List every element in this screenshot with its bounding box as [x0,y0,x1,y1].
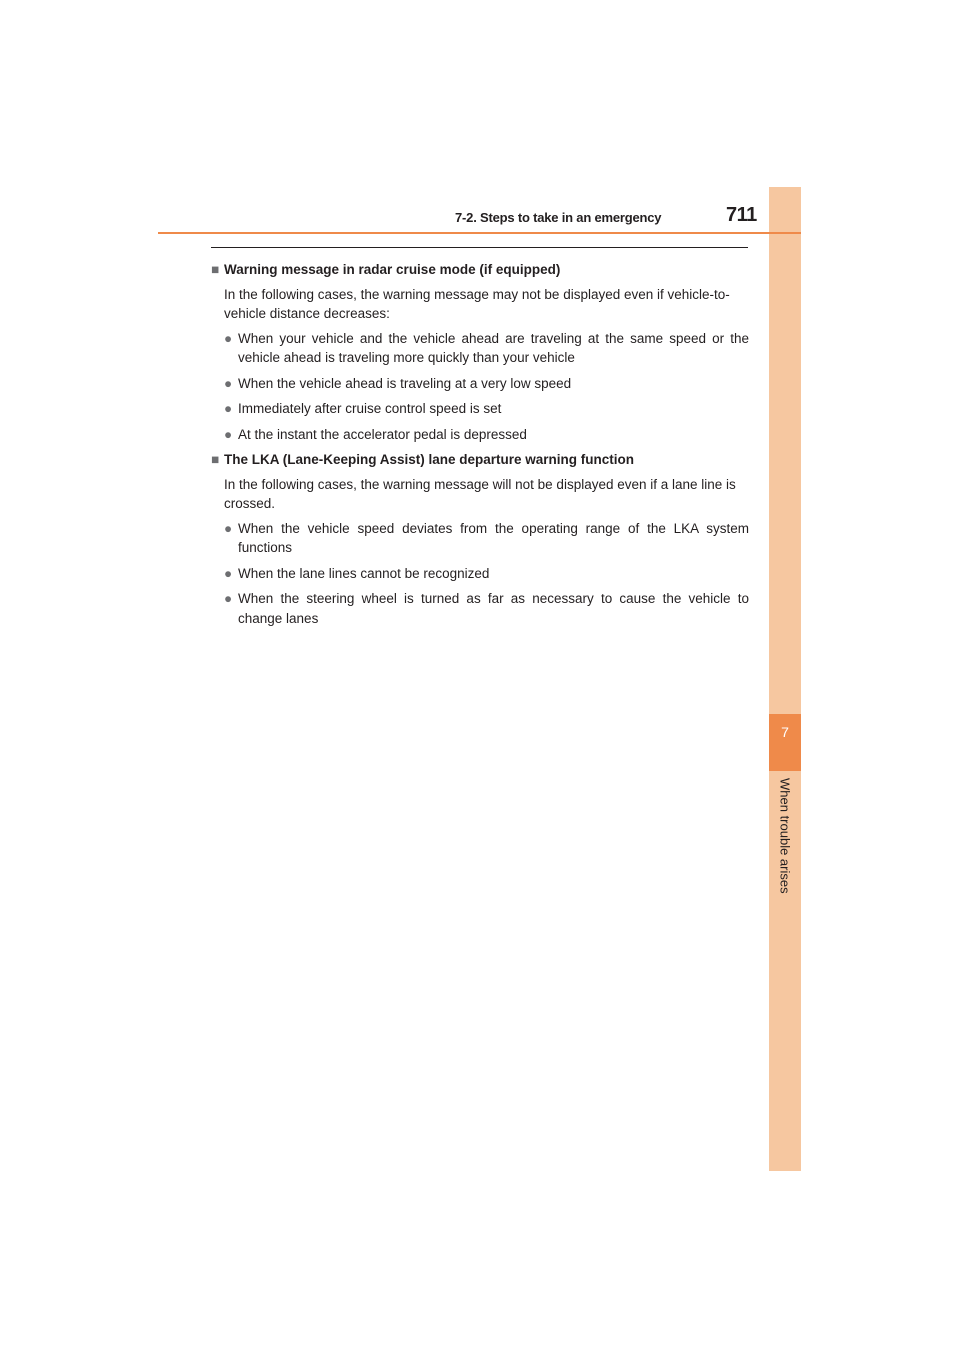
page-number: 711 [726,204,757,226]
section-intro: In the following cases, the warning message may not be displayed even if vehicle-to-vehicle distance decreases: [224,286,730,321]
list-item-text: When the lane lines cannot be recognized [238,565,490,581]
list-item-text: When the vehicle speed deviates from the operating range of the LKA system functions [238,520,749,555]
page-content [211,260,749,634]
list-item-text: At the instant the accelerator pedal is depressed [238,426,527,442]
list-item [224,399,749,419]
list-item [224,374,749,394]
list-item [224,589,749,628]
chapter-title: When trouble arises [777,778,793,894]
list-item [224,425,749,445]
chapter-number: 7 [781,724,789,740]
bullet-dot-icon: ● [224,330,233,346]
list-item [224,519,749,558]
list-item-text: When the steering wheel is turned as far as necessary to cause the vehicle to change lanes [238,591,749,626]
section-heading-text: The LKA (Lane-Keeping Assist) lane departure warning function [224,452,635,467]
list-item [224,329,749,368]
list-item-text: When the vehicle ahead is traveling at a very low speed [238,375,572,391]
list-item-text: When your vehicle and the vehicle ahead are traveling at the same speed or the vehicle ahead is traveling more quickly than your vehicle [238,330,749,365]
content-divider [211,247,748,248]
bullet-dot-icon: ● [224,565,233,581]
bullet-dot-icon: ● [224,375,233,391]
bullet-dot-icon: ● [224,591,233,606]
chapter-tab [769,714,801,771]
list-item-text: Immediately after cruise control speed is set [238,401,502,416]
section-heading [211,260,749,280]
side-tab [769,187,801,1171]
bullet-dot-icon: ● [224,520,233,536]
bullet-dot-icon: ● [224,426,233,442]
header-divider [158,232,801,234]
list-item [224,564,749,584]
square-bullet-icon: ■ [211,262,220,277]
section-heading [211,450,749,470]
square-bullet-icon: ■ [211,452,220,467]
section-title: 7-2. Steps to take in an emergency [455,210,662,225]
section-heading-text: Warning message in radar cruise mode (if equipped) [224,262,561,277]
section-intro: In the following cases, the warning message will not be displayed even if a lane line is crossed. [224,476,736,511]
bullet-dot-icon: ● [224,401,233,416]
